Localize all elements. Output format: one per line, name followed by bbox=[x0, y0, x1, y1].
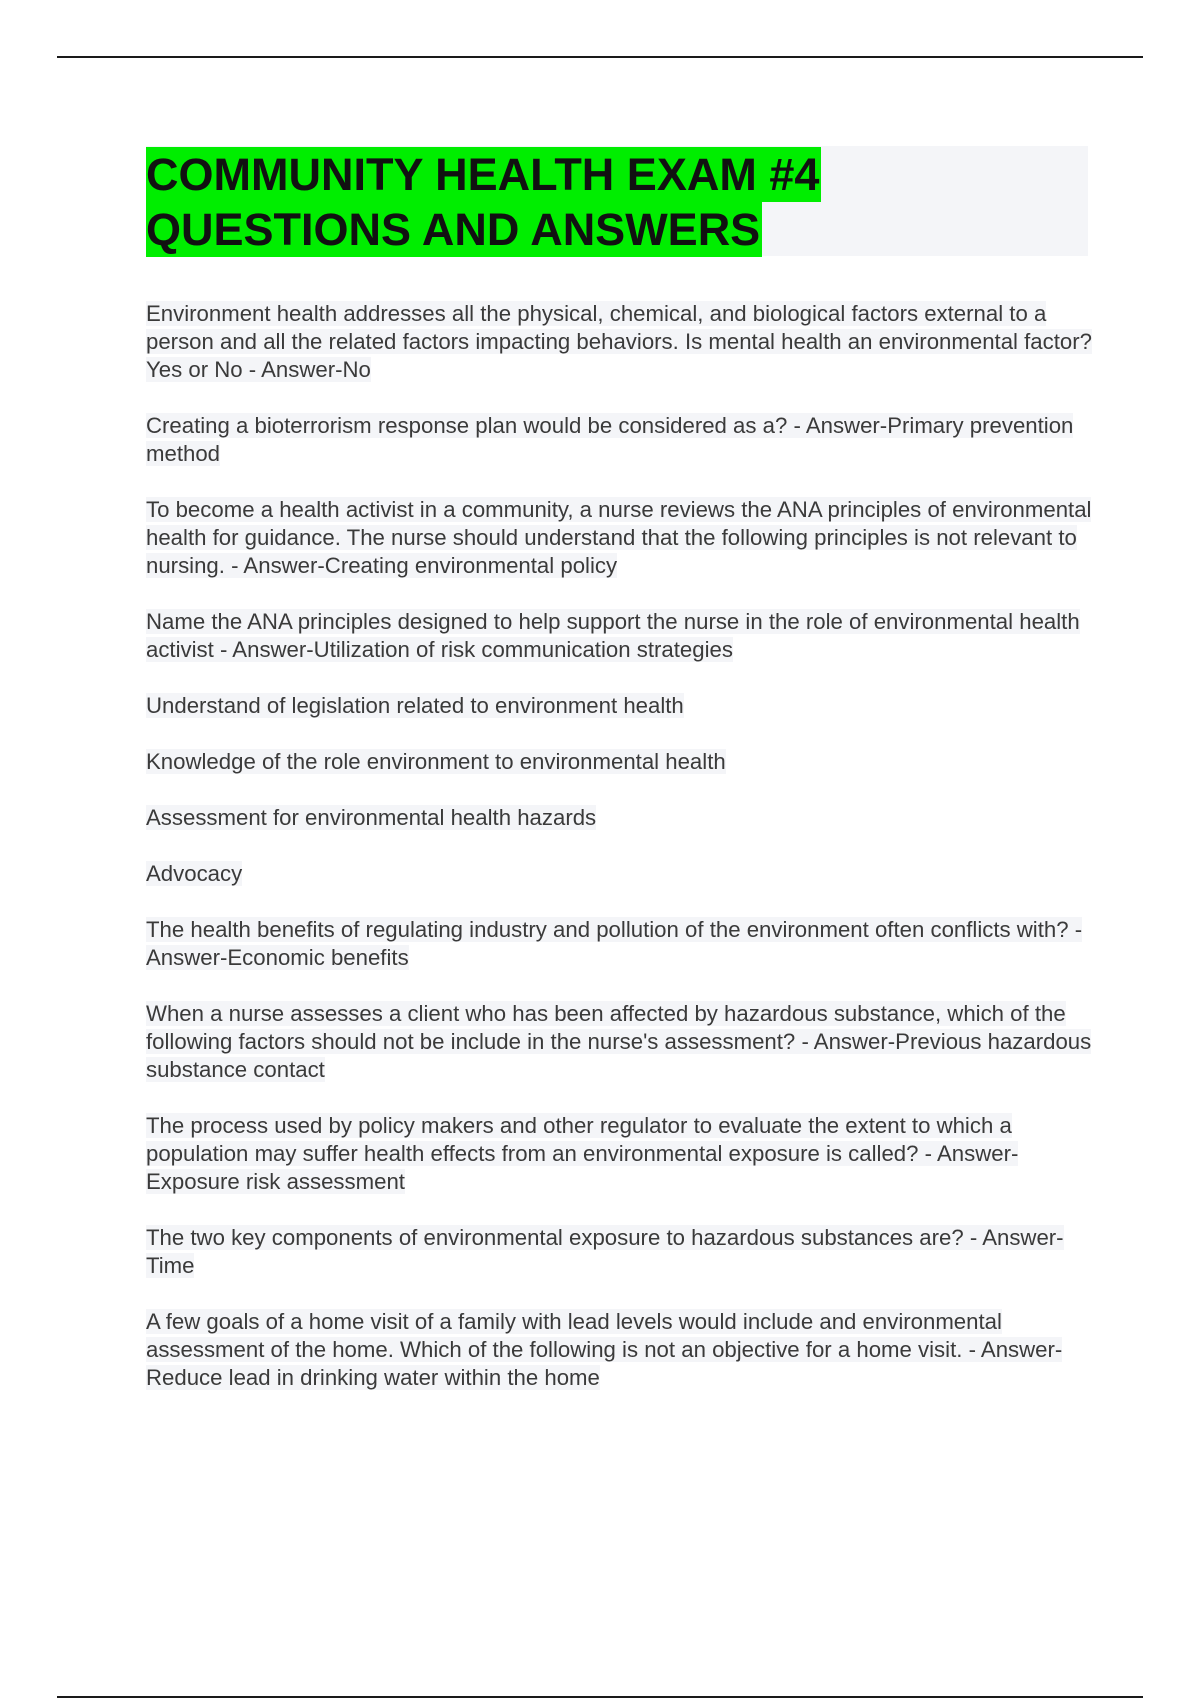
qa-paragraph bbox=[146, 300, 1092, 384]
paragraph-text: The health benefits of regulating industry and pollution of the environment often conflicts with? - Answer-Economic benefits bbox=[146, 917, 1083, 970]
document-title-line-1: COMMUNITY HEALTH EXAM #4 bbox=[146, 149, 820, 200]
paragraph-text: Name the ANA principles designed to help support the nurse in the role of environmental health activist - Answer-Utilization of risk communication strategies bbox=[146, 609, 1080, 662]
qa-paragraph bbox=[146, 412, 1092, 468]
qa-paragraph bbox=[146, 692, 1092, 720]
document-body bbox=[146, 300, 1092, 1420]
qa-paragraph bbox=[146, 1224, 1092, 1280]
paragraph-text: A few goals of a home visit of a family with lead levels would include and environmental assessment of the home. Which of the following is not an objective for a home visit. - Answer-Reduce lead in drinking water within the home bbox=[146, 1309, 1063, 1390]
paragraph-text: To become a health activist in a community, a nurse reviews the ANA principles of environmental health for guidance. The nurse should understand that the following principles is not relevant to nursing. - Answer-Creating environmental policy bbox=[146, 497, 1092, 578]
paragraph-text: Assessment for environmental health hazards bbox=[146, 805, 597, 830]
qa-paragraph bbox=[146, 860, 1092, 888]
qa-paragraph bbox=[146, 1112, 1092, 1196]
footer-rule bbox=[57, 1696, 1143, 1698]
paragraph-text: Advocacy bbox=[146, 861, 243, 886]
paragraph-text: Understand of legislation related to environment health bbox=[146, 693, 684, 718]
paragraph-text: Creating a bioterrorism response plan would be considered as a? - Answer-Primary prevention method bbox=[146, 413, 1074, 466]
paragraph-text: The process used by policy makers and other regulator to evaluate the extent to which a population may suffer health effects from an environmental exposure is called? - Answer-Exposure risk assessment bbox=[146, 1113, 1019, 1194]
qa-paragraph bbox=[146, 496, 1092, 580]
qa-paragraph bbox=[146, 608, 1092, 664]
qa-paragraph bbox=[146, 916, 1092, 972]
qa-paragraph bbox=[146, 748, 1092, 776]
document-title-line-2: QUESTIONS AND ANSWERS bbox=[146, 204, 761, 255]
paragraph-text: Knowledge of the role environment to environmental health bbox=[146, 749, 726, 774]
paragraph-text: The two key components of environmental exposure to hazardous substances are? - Answer-Time bbox=[146, 1225, 1064, 1278]
qa-paragraph bbox=[146, 804, 1092, 832]
paragraph-text: When a nurse assesses a client who has been affected by hazardous substance, which of the following factors should not be include in the nurse's assessment? - Answer-Previous hazardous substance contact bbox=[146, 1001, 1092, 1082]
paragraph-text: Environment health addresses all the physical, chemical, and biological factors external to a person and all the related factors impacting behaviors. Is mental health an environmental factor? Yes or No - Answer-No bbox=[146, 301, 1092, 382]
qa-paragraph bbox=[146, 1000, 1092, 1084]
header-rule bbox=[57, 56, 1143, 58]
qa-paragraph bbox=[146, 1308, 1092, 1392]
